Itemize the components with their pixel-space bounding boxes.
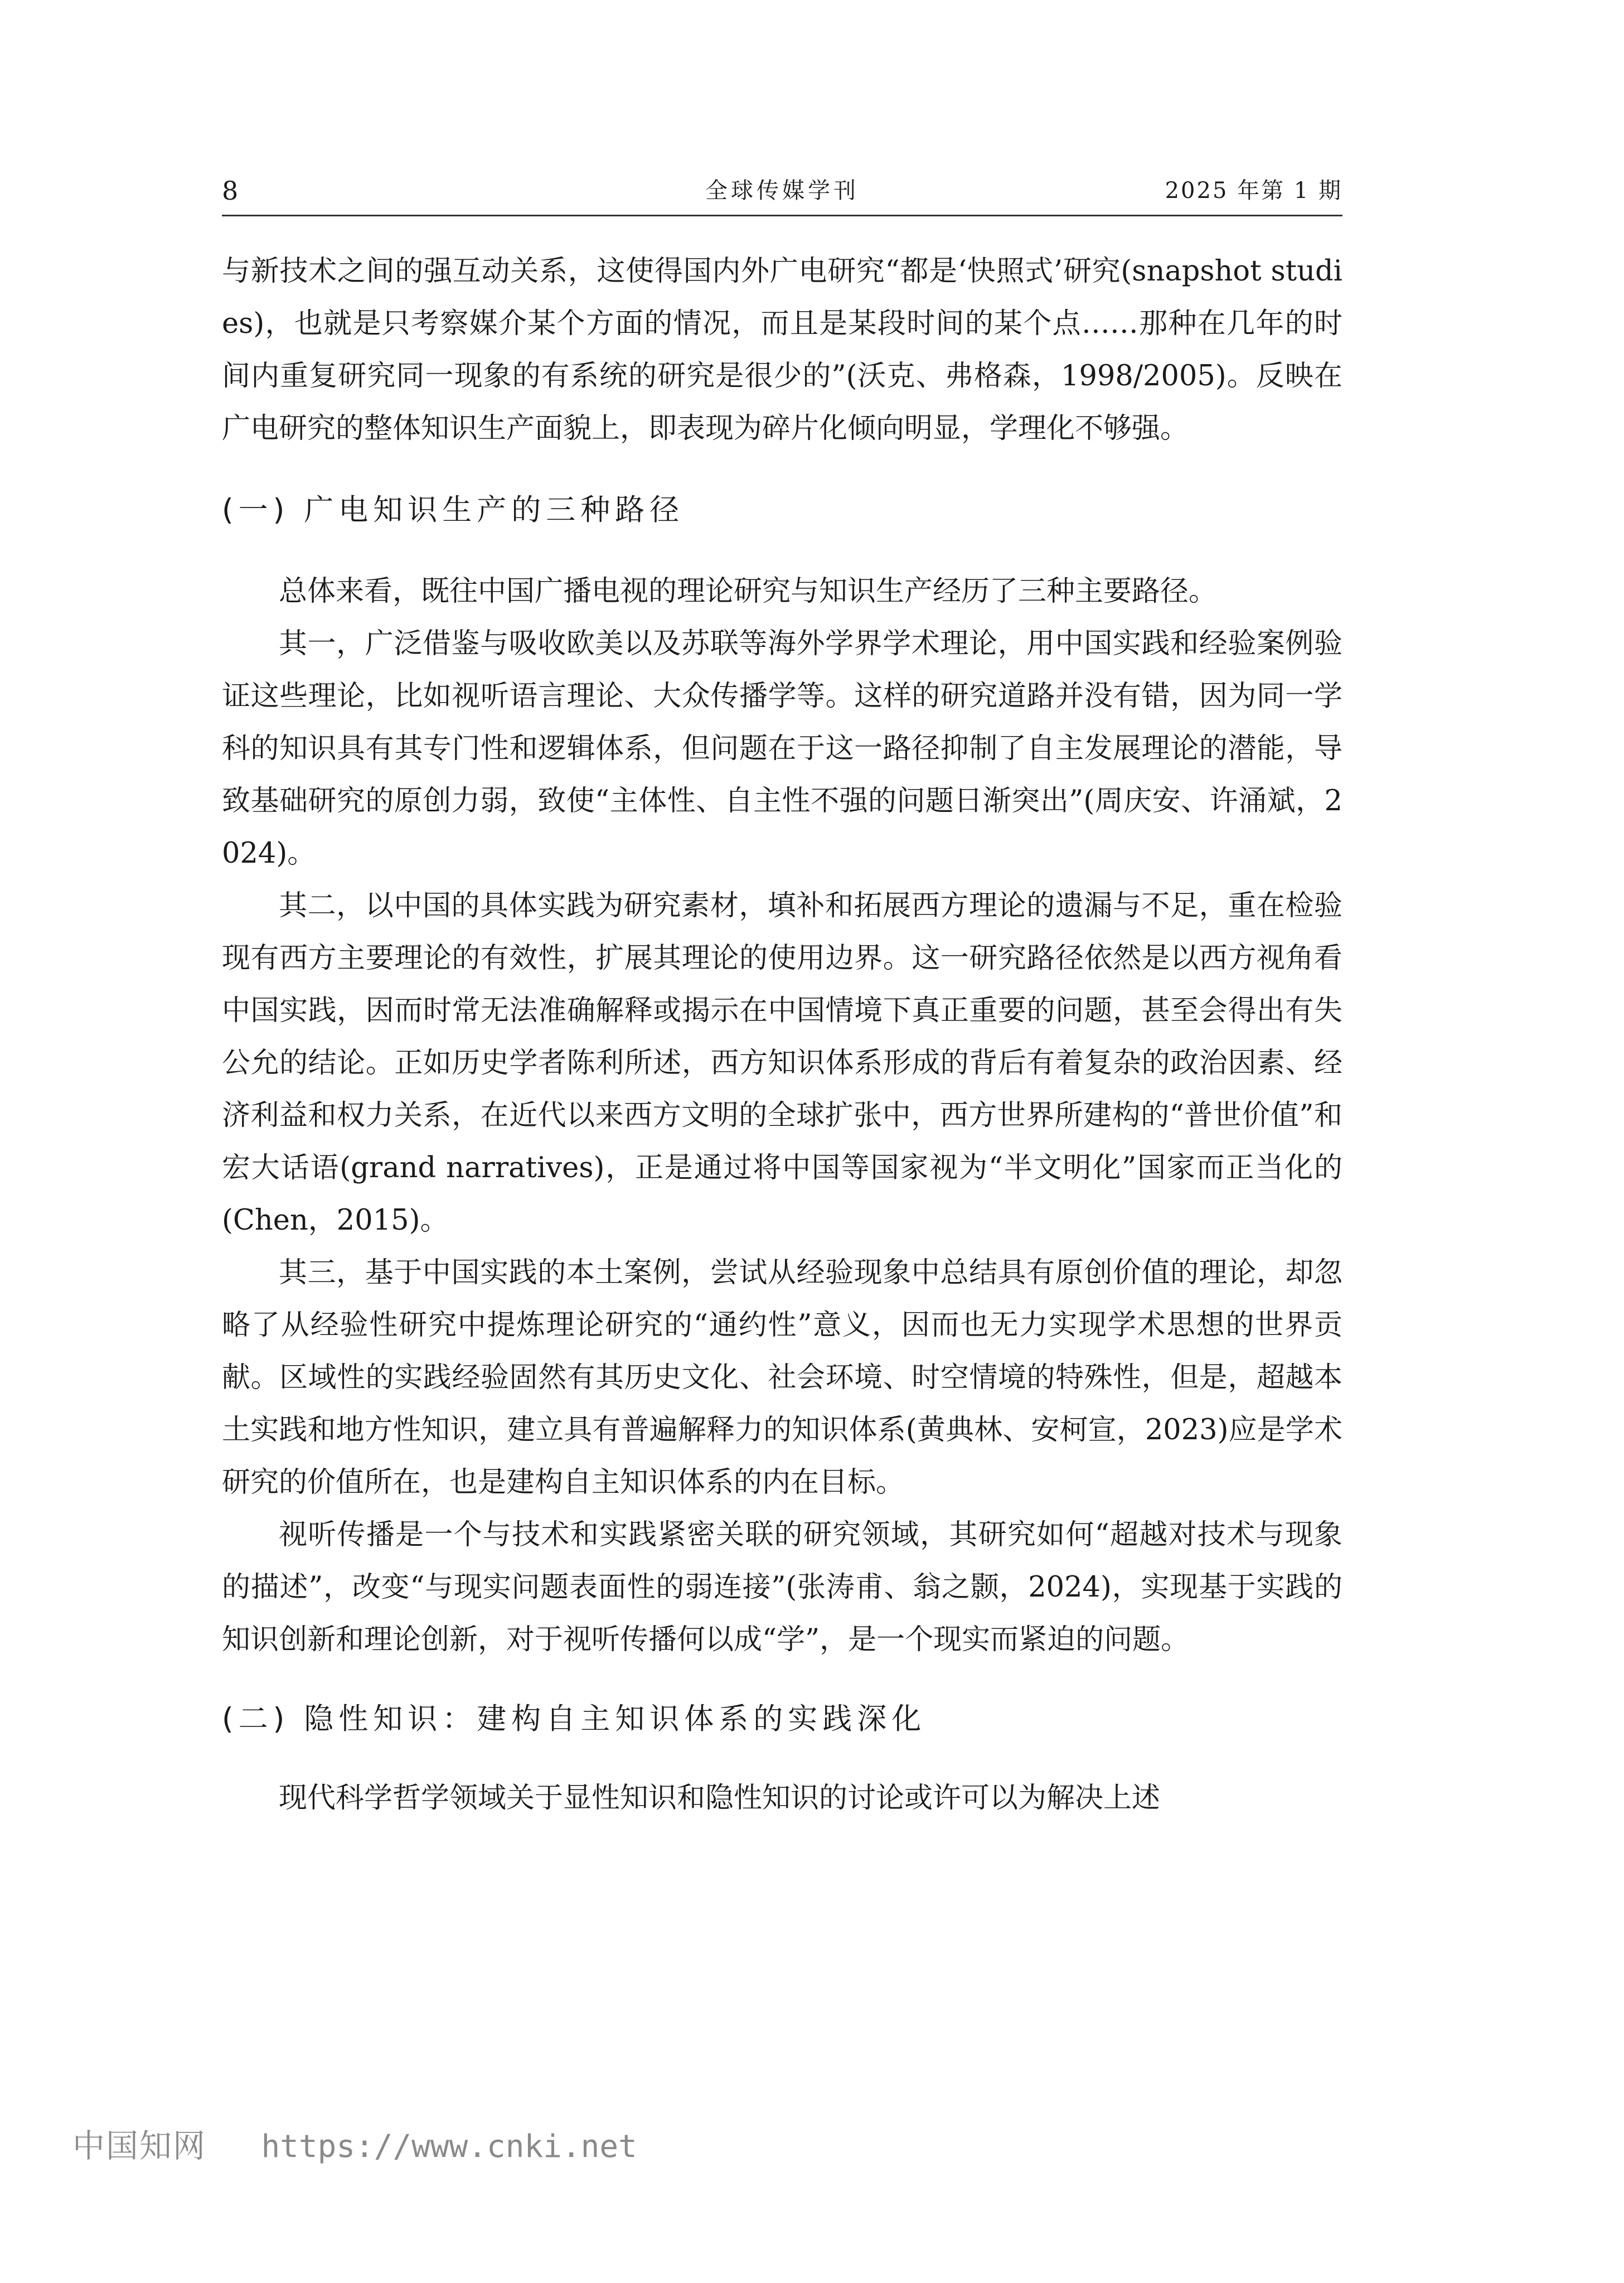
article-body [222, 245, 1342, 1825]
header-rule [222, 215, 1342, 216]
paragraph: 视听传播是一个与技术和实践紧密关联的研究领域，其研究如何“超越对技术与现象的描述”，改变“与现实问题表面性的弱连接”(张涛甫、翁之颢，2024)，实现基于实践的知识创新和理论创新，对于视听传播何以成“学”，是一个现实而紧迫的问题。 [222, 1518, 1342, 1656]
paragraph-continued: 与新技术之间的强互动关系，这使得国内外广电研究“都是‘快照式’研究(snapshot studies)，也就是只考察媒介某个方面的情况，而且是某段时间的某个点……那种在几年的时间内重复研究同一现象的有系统的研究是很少的”(沃克、弗格森，1998/2005)。反映在广电研究的整体知识生产面貌上，即表现为碎片化倾向明显，学理化不够强。 [222, 255, 1342, 445]
cnki-brand: 中国知网 [72, 2127, 207, 2165]
paragraph: 其二，以中国的具体实践为研究素材，填补和拓展西方理论的遗漏与不足，重在检验现有西方主要理论的有效性，扩展其理论的使用边界。这一研究路径依然是以西方视角看中国实践，因而时常无法准确解释或揭示在中国情境下真正重要的问题，甚至会得出有失公允的结论。正如历史学者陈利所述，西方知识体系形成的背后有着复杂的政治因素、经济利益和权力关系，在近代以来西方文明的全球扩张中，西方世界所建构的“普世价值”和宏大话语(grand narratives)，正是通过将中国等国家视为“半文明化”国家而正当化的(Chen，2015)。 [222, 889, 1342, 1237]
section-heading-1: (一) 广电知识生产的三种路径 [222, 493, 685, 527]
issue-label: 2025 年第 1 期 [1165, 178, 1342, 204]
page-number: 8 [222, 176, 239, 206]
paragraph: 总体来看，既往中国广播电视的理论研究与知识生产经历了三种主要路径。 [279, 575, 1218, 608]
cnki-watermark [72, 2124, 637, 2168]
running-header [222, 174, 1342, 207]
section-heading-2: (二) 隐性知识：建构自主知识体系的实践深化 [222, 1702, 927, 1736]
journal-title: 全球传媒学刊 [705, 178, 859, 204]
cnki-url: https://www.cnki.net [261, 2129, 637, 2165]
paragraph: 现代科学哲学领域关于显性知识和隐性知识的讨论或许可以为解决上述 [279, 1782, 1161, 1815]
paragraph: 其三，基于中国实践的本土案例，尝试从经验现象中总结具有原创价值的理论，却忽略了从经验性研究中提炼理论研究的“通约性”意义，因而也无力实现学术思想的世界贡献。区域性的实践经验固然有其历史文化、社会环境、时空情境的特殊性，但是，超越本土实践和地方性知识，建立具有普遍解释力的知识体系(黄典林、安柯宣，2023)应是学术研究的价值所在，也是建构自主知识体系的内在目标。 [222, 1256, 1342, 1499]
paragraph: 其一，广泛借鉴与吸收欧美以及苏联等海外学界学术理论，用中国实践和经验案例验证这些理论，比如视听语言理论、大众传播学等。这样的研究道路并没有错，因为同一学科的知识具有其专门性和逻辑体系，但问题在于这一路径抑制了自主发展理论的潜能，导致基础研究的原创力弱，致使“主体性、自主性不强的问题日渐突出”(周庆安、许涌斌，2024)。 [222, 627, 1342, 870]
